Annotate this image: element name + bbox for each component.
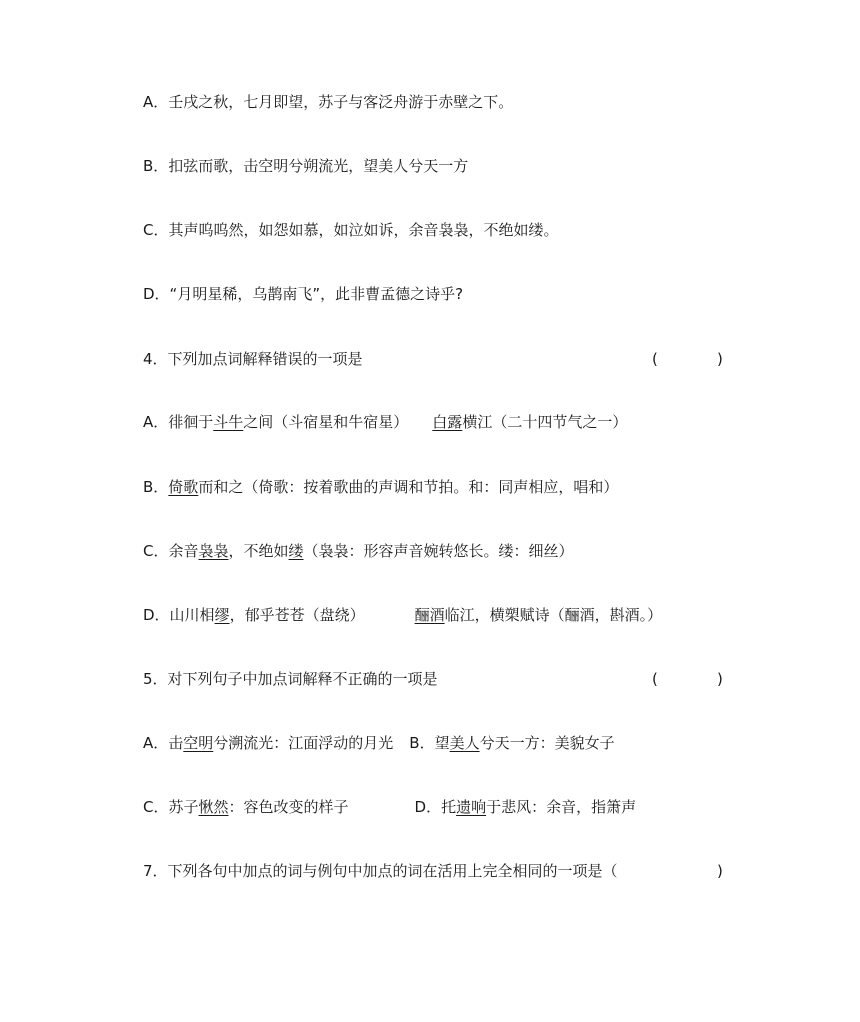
text: ：容色改变的样子	[228, 798, 349, 816]
text: D．托	[414, 798, 457, 816]
question-4-option-c	[143, 541, 574, 561]
text: A．徘徊于	[143, 413, 214, 431]
question-4-bracket-open: (	[652, 350, 658, 368]
text: 而和之（倚歌：按着歌曲的声调和节拍。和：同声相应，唱和）	[198, 478, 619, 496]
underlined-term: 美人	[449, 734, 480, 752]
question-5-bracket-open: (	[652, 670, 658, 688]
underlined-term: 酾酒	[414, 606, 445, 624]
question-7-stem: 7．下列各句中加点的词与例句中加点的词在活用上完全相同的一项是（	[143, 862, 618, 880]
underlined-term: 袅袅	[198, 542, 229, 560]
underlined-term: 白露	[432, 413, 463, 431]
question-4-stem: 4．下列加点词解释错误的一项是	[143, 350, 363, 368]
text: 兮溯流光：江面浮动的月光	[213, 734, 394, 752]
option-b-line: B．扣弦而歌，击空明兮朔流光，望美人兮天一方	[143, 157, 469, 175]
question-7-bracket-close: )	[717, 862, 723, 880]
underlined-term: 愀然	[198, 798, 229, 816]
question-4-bracket-close: )	[717, 350, 723, 368]
question-4-option-d	[143, 605, 662, 625]
question-5-options-cd	[143, 797, 636, 817]
text: A．击	[143, 734, 184, 752]
text: （袅袅：形容声音婉转悠长。缕：细丝）	[303, 542, 574, 560]
text: B．望	[409, 734, 450, 752]
question-4-option-b	[143, 477, 618, 497]
underlined-term: 空明	[183, 734, 214, 752]
text: ，郁乎苍苍（盘绕）	[229, 606, 365, 624]
option-a-line: A．壬戌之秋，七月即望，苏子与客泛舟游于赤壁之下。	[143, 93, 514, 111]
underlined-term: 斗牛	[213, 413, 244, 431]
option-d-line: D．“月明星稀，乌鹊南飞”，此非曹孟德之诗乎?	[143, 285, 464, 303]
question-4-option-a	[143, 412, 627, 432]
text: C．苏子	[143, 798, 199, 816]
underlined-term: 缪	[214, 606, 230, 624]
text: B．	[143, 478, 169, 496]
text: D．山川相	[143, 606, 215, 624]
underlined-term: 缕	[288, 542, 304, 560]
text: 兮天一方：美貌女子	[479, 734, 615, 752]
question-5-options-ab	[143, 733, 615, 753]
question-5-stem: 5．对下列句子中加点词解释不正确的一项是	[143, 670, 438, 688]
text: ，不绝如	[228, 542, 289, 560]
text: 于悲风：余音，指箫声	[486, 798, 637, 816]
text: 临江，横槊赋诗（酾酒，斟酒。）	[444, 606, 663, 624]
text: 之间（斗宿星和牛宿星）	[243, 413, 409, 431]
text: C．余音	[143, 542, 199, 560]
text: 横江（二十四节气之一）	[462, 413, 628, 431]
option-c-line: C．其声呜呜然，如怨如慕，如泣如诉，余音袅袅，不绝如缕。	[143, 221, 559, 239]
question-5-bracket-close: )	[717, 670, 723, 688]
underlined-term: 倚歌	[168, 478, 199, 496]
underlined-term: 遗响	[456, 798, 487, 816]
